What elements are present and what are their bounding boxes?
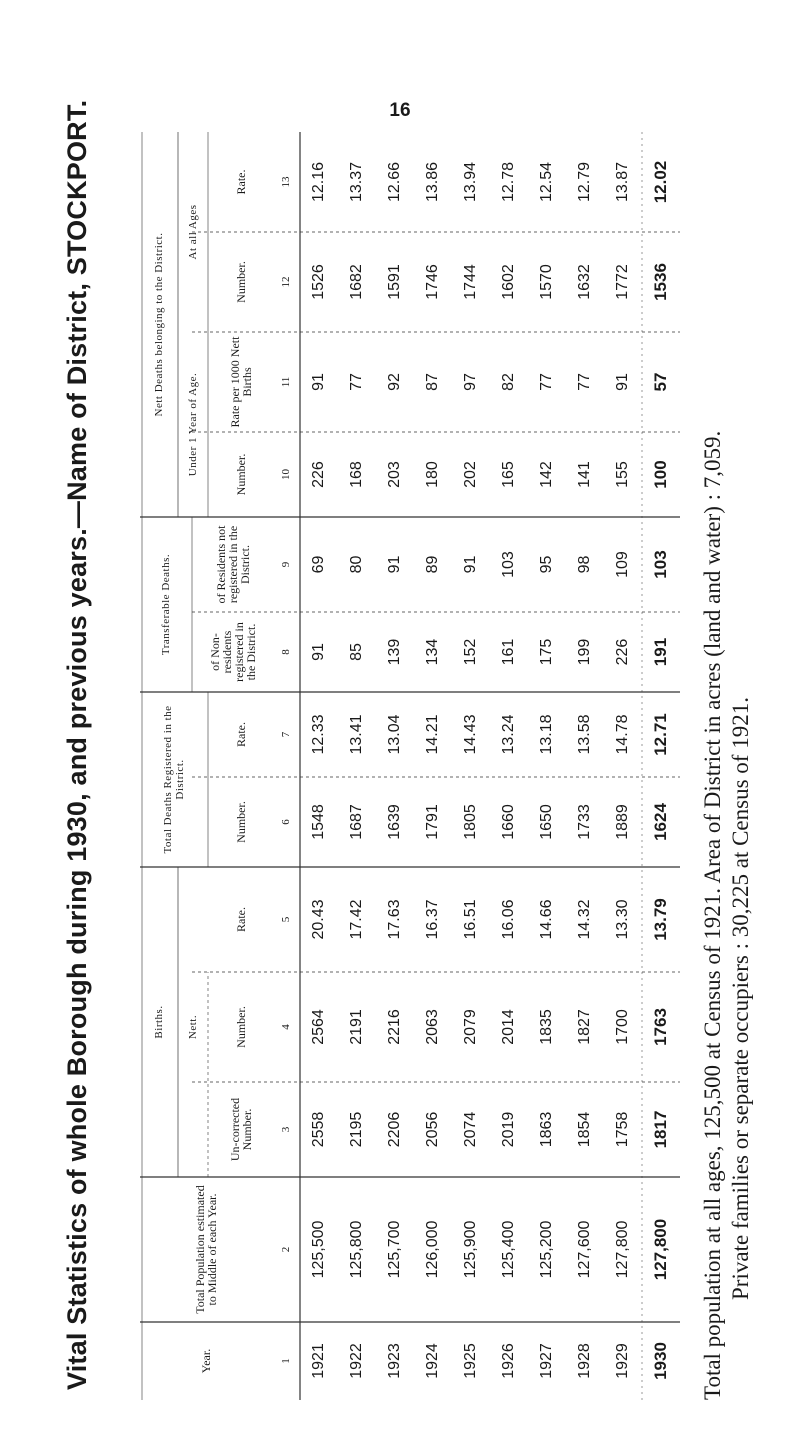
table-cell-inf_rate: 92	[386, 373, 403, 391]
group-header-all-ages: At all Ages	[187, 204, 199, 260]
column-header-12: Number.	[234, 261, 248, 303]
table-cell-births_unc: 1817	[651, 1110, 670, 1149]
table-cell-deaths_num: 1889	[614, 804, 631, 840]
table-cell-deaths_num: 1624	[651, 803, 670, 841]
table-cell-births_unc: 1758	[614, 1111, 631, 1148]
table-cell-pop: 125,900	[462, 1220, 479, 1279]
column-number-6: 6	[280, 819, 292, 825]
table-cell-deaths_num: 1660	[500, 804, 517, 840]
table-cell-non_res: 199	[576, 638, 593, 666]
table-cell-deaths_num: 1548	[310, 804, 327, 840]
table-cell-deaths_rate: 13.41	[348, 714, 365, 755]
table-cell-inf_num: 180	[424, 461, 441, 488]
table-cell-inf_rate: 77	[576, 373, 593, 391]
table-cell-inf_rate: 82	[500, 373, 517, 391]
table-cell-deaths_rate: 14.78	[614, 714, 631, 755]
table-cell-deaths_num: 1805	[462, 804, 479, 840]
table-cell-inf_num: 100	[651, 460, 670, 489]
table-cell-year: 1926	[500, 1343, 517, 1379]
table-cell-deaths_rate: 13.58	[576, 714, 593, 755]
table-cell-res_not: 109	[614, 551, 631, 578]
column-number-9: 9	[280, 561, 292, 568]
table-cell-deaths_num: 1687	[348, 804, 365, 840]
table-cell-year: 1927	[538, 1343, 555, 1379]
page-number: 16	[389, 100, 411, 121]
table-cell-births_unc: 1863	[538, 1111, 555, 1148]
table-cell-inf_rate: 91	[310, 373, 327, 391]
table-cell-births_rate: 16.37	[424, 899, 441, 940]
table-cell-inf_num: 141	[576, 461, 593, 488]
table-cell-births_unc: 2206	[386, 1111, 403, 1148]
column-header-4: Number.	[234, 1006, 248, 1048]
table-cell-non_res: 91	[310, 643, 327, 661]
table-cell-year: 1928	[576, 1343, 593, 1379]
table-cell-inf_num: 226	[310, 461, 327, 488]
table-cell-pop: 125,800	[348, 1220, 365, 1279]
table-cell-births_num: 1835	[538, 1009, 555, 1045]
column-number-8: 8	[280, 649, 292, 655]
table-cell-year: 1924	[424, 1343, 441, 1379]
table-cell-pop: 127,600	[576, 1220, 593, 1279]
table-cell-all_rate: 12.79	[576, 161, 593, 203]
table-cell-non_res: 175	[538, 638, 555, 666]
table-cell-non_res: 139	[386, 638, 403, 666]
column-number-7: 7	[280, 731, 292, 738]
footnote-population: Total population at all ages, 125,500 at Census of 1921. Area of District in acres (land and water) : 7,059.	[700, 430, 725, 1400]
table-cell-year: 1923	[386, 1343, 403, 1379]
table-cell-res_not: 103	[500, 551, 517, 578]
table-cell-deaths_rate: 12.33	[310, 714, 327, 755]
table-cell-all_num: 1746	[424, 264, 441, 300]
table-cell-inf_num: 203	[386, 461, 403, 488]
table-cell-deaths_num: 1639	[386, 804, 403, 840]
table-cell-all_rate: 13.94	[462, 161, 479, 203]
column-header-8: of Non-residents registered in the District.	[208, 622, 258, 682]
table-cell-pop: 127,800	[614, 1220, 631, 1279]
table-cell-non_res: 226	[614, 638, 631, 666]
table-cell-inf_rate: 97	[462, 373, 479, 391]
table-cell-all_num: 1772	[614, 264, 631, 300]
vital-statistics-table	[140, 132, 682, 1400]
table-cell-births_num: 1763	[651, 1008, 670, 1046]
table-cell-inf_num: 168	[348, 461, 365, 488]
table-cell-births_rate: 14.32	[576, 899, 593, 940]
table-cell-all_num: 1602	[500, 264, 517, 300]
page-title: Vital Statistics of whole Borough during 1930, and previous years.—Name of District, STOCKPORT.	[62, 99, 92, 1390]
table-cell-births_rate: 20.43	[310, 899, 327, 940]
table-cell-all_num: 1682	[348, 264, 365, 300]
table-cell-births_num: 2079	[462, 1009, 479, 1045]
table-cell-all_rate: 12.54	[538, 161, 555, 203]
column-header-1: Year.	[199, 1348, 213, 1374]
table-cell-all_rate: 12.66	[386, 161, 403, 203]
table-cell-births_rate: 17.42	[348, 899, 365, 940]
table-cell-pop: 125,400	[500, 1220, 517, 1279]
table-cell-all_rate: 12.02	[651, 160, 670, 204]
table-cell-all_num: 1536	[651, 263, 670, 301]
column-number-13: 13	[280, 176, 292, 188]
table-cell-year: 1930	[651, 1342, 670, 1380]
column-number-4: 4	[280, 1024, 292, 1030]
column-number-1: 1	[280, 1358, 292, 1364]
column-header-6: Number.	[234, 801, 248, 843]
table-cell-res_not: 91	[462, 555, 479, 574]
table-cell-all_num: 1591	[386, 264, 403, 300]
table-cell-all_num: 1744	[462, 264, 479, 300]
table-cell-inf_rate: 77	[538, 373, 555, 391]
table-cell-res_not: 69	[310, 555, 327, 574]
table-cell-all_rate: 12.78	[500, 161, 517, 203]
column-number-5: 5	[280, 916, 292, 923]
column-header-9: of Residents not registered in the District.	[214, 525, 252, 604]
table-cell-inf_rate: 57	[651, 372, 670, 392]
column-header-7: Rate.	[234, 722, 248, 747]
table-cell-deaths_num: 1791	[424, 804, 441, 840]
column-header-3: Un-corrected Number.	[228, 1097, 254, 1162]
table-cell-births_num: 2564	[310, 1009, 327, 1045]
table-cell-births_rate: 14.66	[538, 899, 555, 940]
table-cell-non_res: 161	[500, 638, 517, 666]
table-cell-all_rate: 13.37	[348, 161, 365, 203]
table-cell-births_rate: 16.06	[500, 899, 517, 940]
table-cell-non_res: 191	[651, 637, 670, 667]
table-cell-inf_num: 165	[500, 461, 517, 488]
table-cell-inf_rate: 91	[614, 373, 631, 391]
group-header-transferable: Transferable Deaths.	[160, 553, 172, 656]
column-header-11: Rate per 1000 Nett Births	[228, 336, 254, 428]
table-cell-year: 1929	[614, 1343, 631, 1379]
table-cell-births_num: 2216	[386, 1009, 403, 1045]
footnote-families: Private families or separate occupiers : 30,225 at Census of 1921.	[728, 697, 753, 1300]
table-cell-res_not: 98	[576, 555, 593, 574]
group-header-nett-deaths: Nett Deaths belonging to the District.	[153, 232, 165, 417]
column-header-5: Rate.	[234, 907, 248, 932]
table-cell-births_rate: 16.51	[462, 899, 479, 940]
table-cell-non_res: 85	[348, 643, 365, 661]
table-cell-all_rate: 13.86	[424, 161, 441, 203]
table-cell-all_rate: 13.87	[614, 161, 631, 203]
table-cell-births_unc: 2056	[424, 1111, 441, 1148]
column-header-10: Number.	[234, 453, 248, 496]
table-cell-births_unc: 1854	[576, 1111, 593, 1148]
table-cell-births_unc: 2195	[348, 1111, 365, 1148]
table-cell-all_num: 1526	[310, 264, 327, 300]
table-cell-pop: 125,200	[538, 1220, 555, 1279]
group-header-under-1: Under 1 Year of Age.	[187, 372, 199, 477]
table-cell-births_num: 1700	[614, 1009, 631, 1045]
table-cell-births_unc: 2019	[500, 1111, 517, 1148]
table-cell-births_num: 1827	[576, 1009, 593, 1045]
table-cell-res_not: 103	[651, 550, 670, 579]
table-cell-deaths_rate: 12.71	[651, 713, 670, 756]
table-cell-year: 1922	[348, 1343, 365, 1379]
table-cell-births_rate: 13.30	[614, 899, 631, 940]
table-cell-year: 1921	[310, 1343, 327, 1379]
table-cell-births_num: 2063	[424, 1009, 441, 1045]
table-cell-deaths_num: 1733	[576, 804, 593, 840]
table-cell-res_not: 95	[538, 555, 555, 574]
table-cell-deaths_num: 1650	[538, 804, 555, 840]
table-cell-inf_rate: 77	[348, 373, 365, 391]
table-cell-pop: 127,800	[651, 1218, 670, 1281]
table-cell-births_unc: 2074	[462, 1111, 479, 1148]
table-cell-non_res: 152	[462, 638, 479, 666]
table-cell-deaths_rate: 14.43	[462, 714, 479, 755]
table-cell-births_unc: 2558	[310, 1111, 327, 1148]
table-cell-deaths_rate: 13.18	[538, 714, 555, 755]
column-number-3: 3	[280, 1126, 292, 1133]
column-number-12: 12	[280, 276, 292, 288]
column-number-2: 2	[280, 1246, 292, 1253]
table-cell-births_rate: 13.79	[651, 898, 670, 941]
table-cell-pop: 125,500	[310, 1220, 327, 1279]
table-cell-res_not: 80	[348, 555, 365, 574]
table-cell-res_not: 89	[424, 555, 441, 574]
table-cell-year: 1925	[462, 1343, 479, 1379]
group-header-nett: Nett.	[187, 1014, 199, 1040]
column-number-10: 10	[280, 469, 292, 480]
group-header-births: Births.	[153, 1005, 165, 1039]
column-header-2: Total Population estimated to Middle of each Year.	[193, 1185, 219, 1314]
table-cell-pop: 125,700	[386, 1220, 403, 1279]
table-cell-res_not: 91	[386, 555, 403, 574]
table-cell-all_num: 1632	[576, 264, 593, 300]
table-cell-births_num: 2014	[500, 1009, 517, 1045]
table-cell-pop: 126,000	[424, 1220, 441, 1279]
table-cell-inf_num: 142	[538, 461, 555, 488]
column-number-11: 11	[280, 376, 292, 388]
table-cell-births_rate: 17.63	[386, 899, 403, 940]
table-cell-deaths_rate: 13.04	[386, 714, 403, 755]
table-cell-deaths_rate: 14.21	[424, 714, 441, 755]
table-cell-inf_rate: 87	[424, 373, 441, 391]
table-cell-all_num: 1570	[538, 264, 555, 300]
table-cell-inf_num: 202	[462, 461, 479, 488]
table-cell-deaths_rate: 13.24	[500, 714, 517, 755]
table-cell-non_res: 134	[424, 638, 441, 666]
table-cell-births_num: 2191	[348, 1009, 365, 1045]
column-header-13: Rate.	[234, 169, 248, 195]
table-cell-all_rate: 12.16	[310, 161, 327, 203]
group-header-total-deaths: Total Deaths Registered in the District.	[162, 705, 186, 854]
table-cell-inf_num: 155	[614, 461, 631, 488]
